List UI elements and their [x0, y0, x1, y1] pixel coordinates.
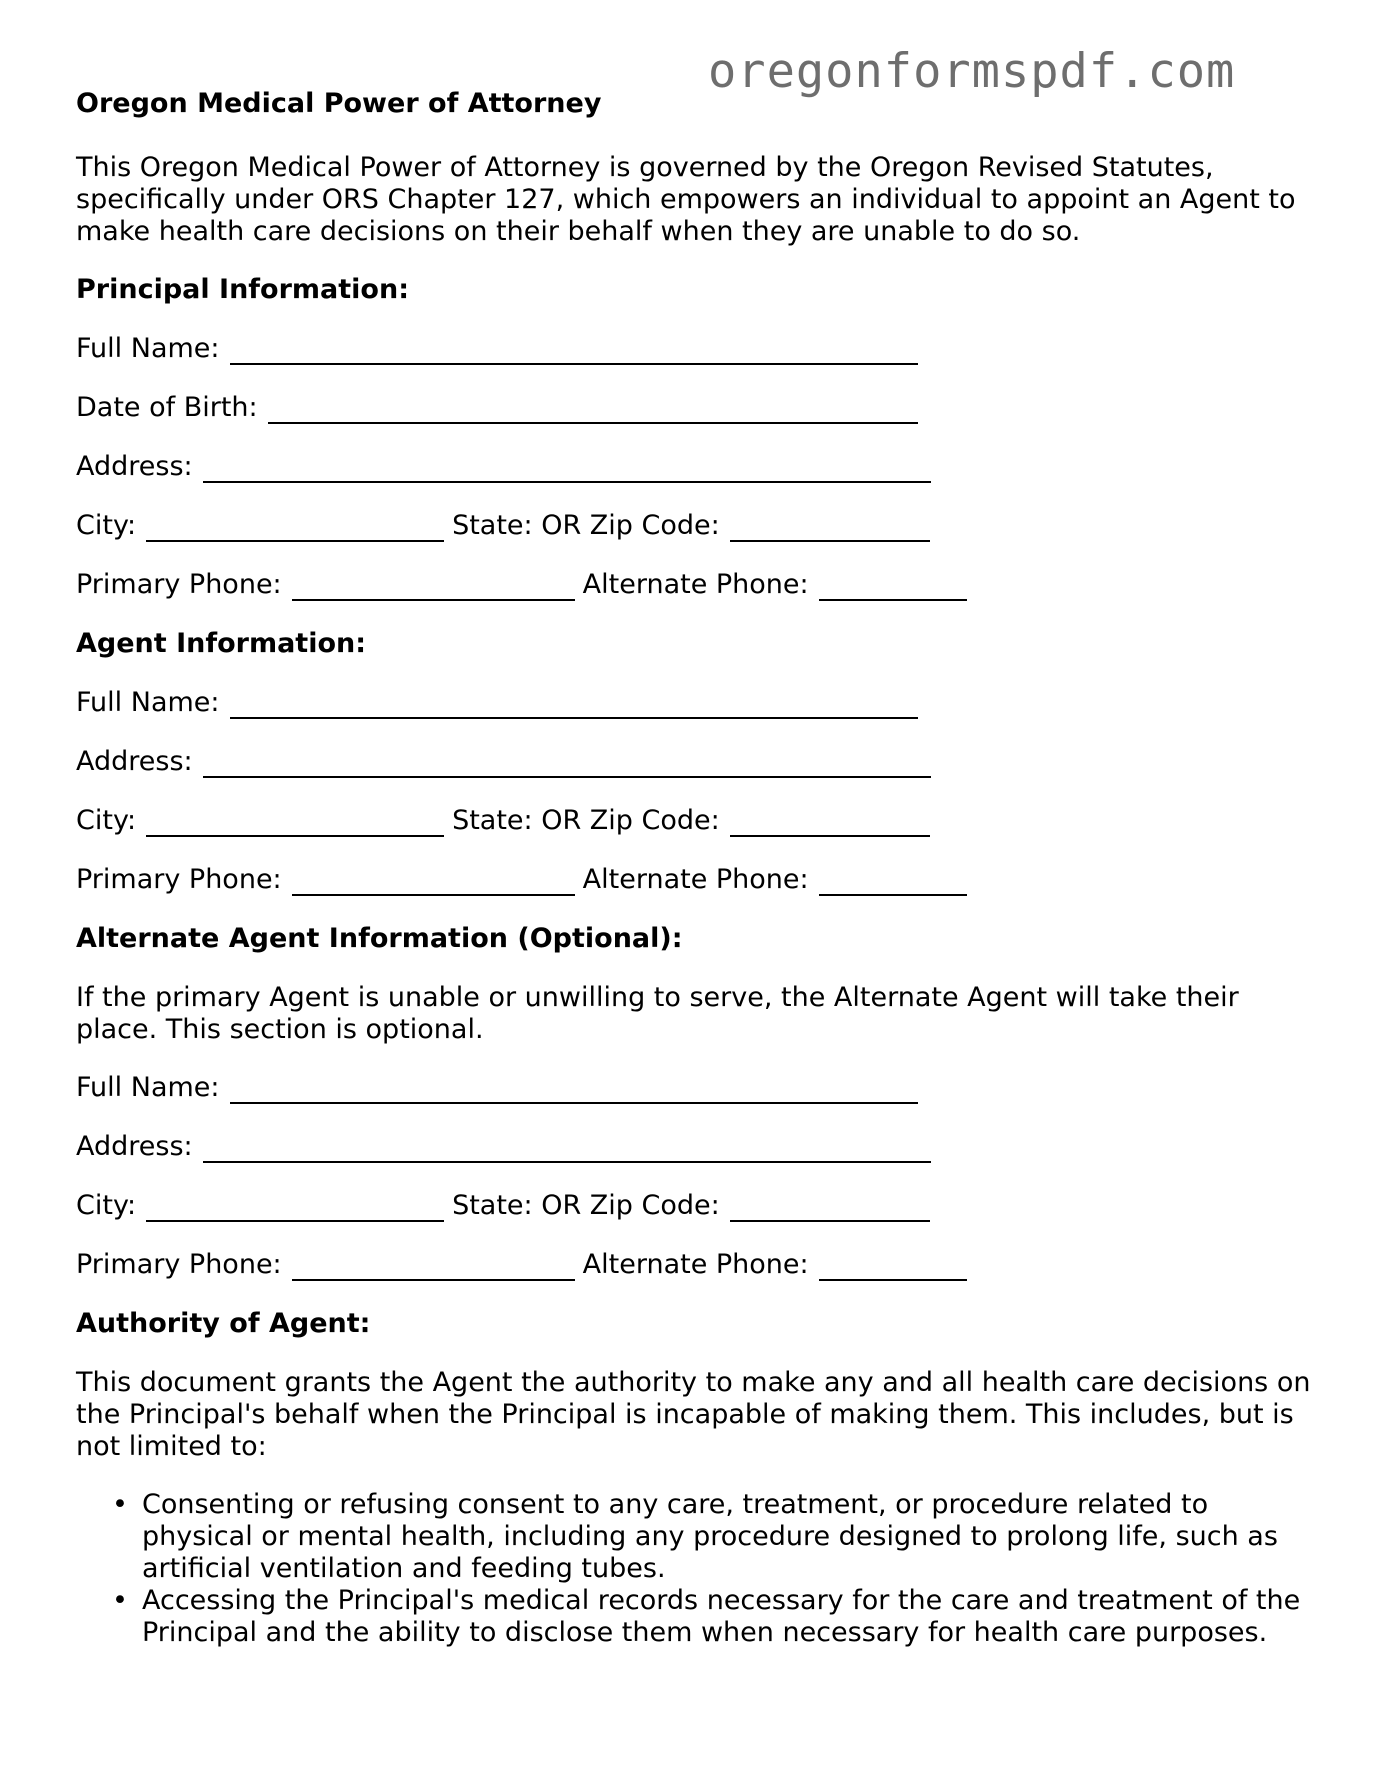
- intro-paragraph: This Oregon Medical Power of Attorney is governed by the Oregon Revised Statutes, specifically under ORS Chapter 127, which empowers an individual to appoint an Agent to make health care decisions on their behalf when they are unable to do so.: [76, 152, 1296, 247]
- agent-city-field[interactable]: [146, 811, 444, 837]
- agent-city-row: [76, 805, 1316, 837]
- principal-full-name-field[interactable]: [230, 339, 918, 365]
- alternate-agent-state-zip-label: State: OR Zip Code:: [452, 1190, 720, 1221]
- principal-alternate-phone-label: Alternate Phone:: [582, 569, 809, 600]
- agent-alternate-phone-label: Alternate Phone:: [582, 864, 809, 895]
- alternate-agent-phone-row: [76, 1249, 1316, 1281]
- agent-full-name-field[interactable]: [230, 693, 918, 719]
- principal-full-name-row: [76, 333, 1316, 365]
- agent-address-field[interactable]: [203, 752, 931, 778]
- agent-address-label: Address:: [76, 746, 193, 777]
- principal-dob-row: [76, 392, 1316, 424]
- alternate-agent-full-name-field[interactable]: [230, 1078, 918, 1104]
- alternate-agent-note: If the primary Agent is unable or unwilling to serve, the Alternate Agent will take their place. This section is optional.: [76, 982, 1239, 1045]
- agent-city-label: City:: [76, 805, 137, 836]
- authority-heading: Authority of Agent:: [76, 1308, 371, 1339]
- agent-primary-phone-field[interactable]: [292, 870, 575, 896]
- alternate-agent-city-label: City:: [76, 1190, 137, 1221]
- authority-list: [76, 1489, 1316, 1649]
- alternate-agent-full-name-label: Full Name:: [76, 1072, 220, 1103]
- agent-address-row: [76, 746, 1316, 778]
- agent-alternate-phone-field[interactable]: [819, 870, 967, 896]
- principal-address-row: [76, 451, 1316, 483]
- agent-phone-row: [76, 864, 1316, 896]
- principal-state-zip-label: State: OR Zip Code:: [452, 510, 720, 541]
- alternate-agent-zip-field[interactable]: [730, 1196, 930, 1222]
- principal-address-label: Address:: [76, 451, 193, 482]
- authority-paragraph: This document grants the Agent the authority to make any and all health care decisions on the Principal's behalf when the Principal is incapable of making them. This includes, but is not limited to:: [76, 1367, 1311, 1462]
- principal-full-name-label: Full Name:: [76, 333, 220, 364]
- alternate-agent-address-label: Address:: [76, 1131, 193, 1162]
- principal-alternate-phone-field[interactable]: [819, 575, 967, 601]
- list-item: • Consenting or refusing consent to any care, treatment, or procedure related to physical or mental health, including any procedure designed to prolong life, such as artificial ventilation and feeding tubes.: [142, 1489, 1316, 1585]
- principal-primary-phone-label: Primary Phone:: [76, 569, 282, 600]
- document-body: [76, 86, 1316, 1649]
- agent-full-name-row: [76, 687, 1316, 719]
- alternate-agent-full-name-row: [76, 1072, 1316, 1104]
- list-item: • Accessing the Principal's medical records necessary for the care and treatment of the Principal and the ability to disclose them when necessary for health care purposes.: [142, 1585, 1316, 1649]
- alternate-agent-city-field[interactable]: [146, 1196, 444, 1222]
- alternate-agent-primary-phone-field[interactable]: [292, 1255, 575, 1281]
- alternate-agent-alternate-phone-label: Alternate Phone:: [582, 1249, 809, 1280]
- principal-dob-field[interactable]: [268, 398, 918, 424]
- principal-city-label: City:: [76, 510, 137, 541]
- principal-zip-field[interactable]: [730, 516, 930, 542]
- principal-address-field[interactable]: [203, 457, 931, 483]
- agent-state-zip-label: State: OR Zip Code:: [452, 805, 720, 836]
- alternate-agent-heading: Alternate Agent Information (Optional):: [76, 923, 683, 954]
- principal-dob-label: Date of Birth:: [76, 392, 258, 423]
- principal-city-field[interactable]: [146, 516, 444, 542]
- agent-full-name-label: Full Name:: [76, 687, 220, 718]
- agent-heading: Agent Information:: [76, 628, 367, 659]
- alternate-agent-city-row: [76, 1190, 1316, 1222]
- principal-phone-row: [76, 569, 1316, 601]
- alternate-agent-address-field[interactable]: [203, 1137, 931, 1163]
- site-watermark: oregonformspdf.com: [708, 44, 1236, 99]
- alternate-agent-address-row: [76, 1131, 1316, 1163]
- agent-zip-field[interactable]: [730, 811, 930, 837]
- agent-primary-phone-label: Primary Phone:: [76, 864, 282, 895]
- principal-primary-phone-field[interactable]: [292, 575, 575, 601]
- principal-heading: Principal Information:: [76, 274, 410, 305]
- principal-city-row: [76, 510, 1316, 542]
- alternate-agent-alternate-phone-field[interactable]: [819, 1255, 967, 1281]
- alternate-agent-primary-phone-label: Primary Phone:: [76, 1249, 282, 1280]
- document-title: Oregon Medical Power of Attorney: [76, 88, 602, 119]
